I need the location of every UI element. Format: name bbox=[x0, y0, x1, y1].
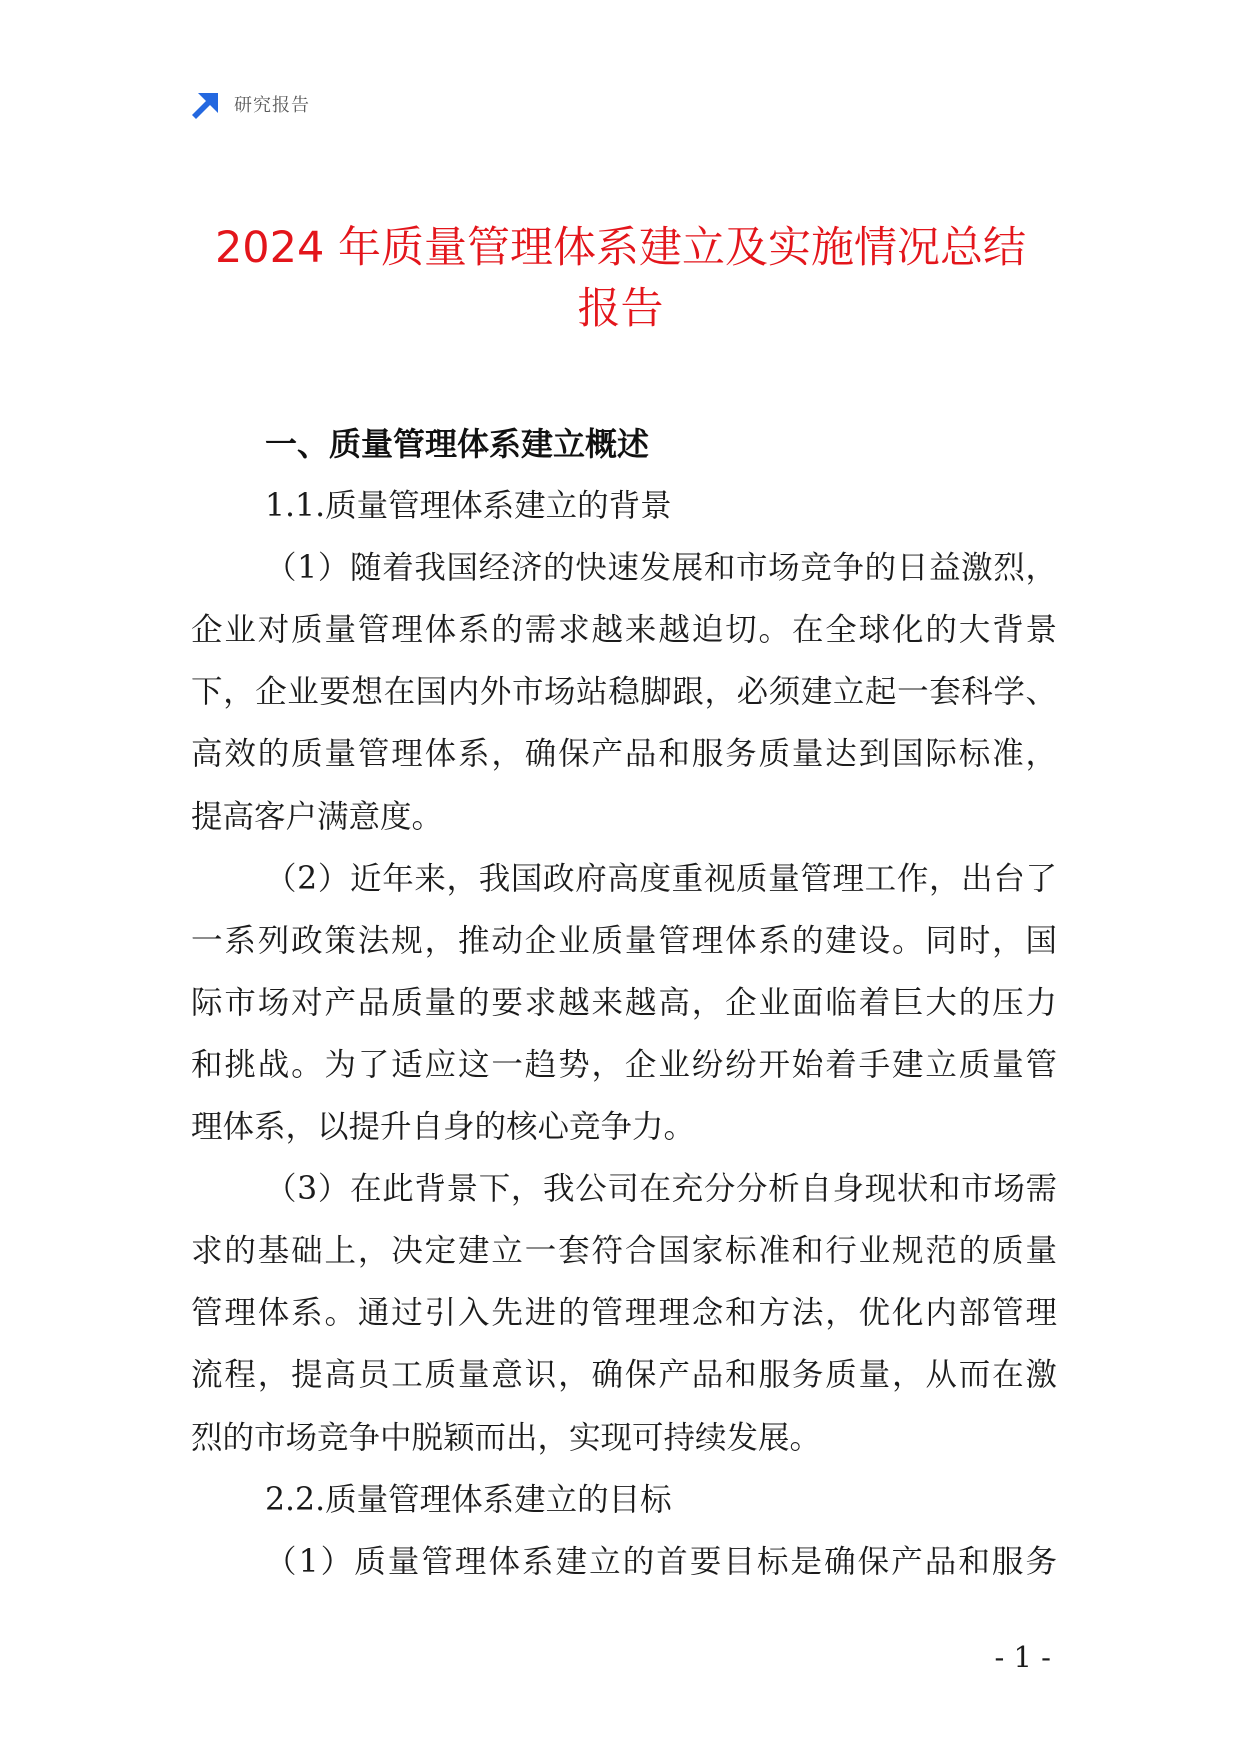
paragraph bbox=[191, 1158, 1057, 1468]
paragraph-line: 提高客户满意度。 bbox=[191, 798, 444, 835]
paragraph-line: 一系列政策法规，推动企业质量管理体系的建设。同时，国 bbox=[191, 922, 1057, 959]
subsection-heading: 2.2.质量管理体系建立的目标 bbox=[265, 1481, 672, 1518]
paragraph-line: 理体系，以提升自身的核心竞争力。 bbox=[191, 1109, 696, 1146]
subsection-heading: 1.1.质量管理体系建立的背景 bbox=[265, 488, 672, 525]
paragraph-line: 求的基础上，决定建立一套符合国家标准和行业规范的质量 bbox=[191, 1233, 1057, 1270]
paragraph-line: 际市场对产品质量的要求越来越高，企业面临着巨大的压力 bbox=[191, 984, 1057, 1021]
paragraph bbox=[191, 848, 1057, 1158]
paragraph bbox=[191, 537, 1057, 847]
section-heading: 一、质量管理体系建立概述 bbox=[265, 425, 650, 463]
page-number: - 1 - bbox=[994, 1640, 1051, 1674]
paragraph bbox=[191, 1531, 1057, 1593]
header-label: 研究报告 bbox=[234, 95, 310, 116]
paragraph-line: 和挑战。为了适应这一趋势，企业纷纷开始着手建立质量管 bbox=[191, 1046, 1057, 1083]
paragraph-line: （3）在此背景下，我公司在充分分析自身现状和市场需 bbox=[265, 1171, 1057, 1208]
document-body bbox=[191, 413, 1057, 1593]
title-line: 报告 bbox=[577, 284, 664, 334]
paragraph-line: （2）近年来，我国政府高度重视质量管理工作，出台了 bbox=[265, 860, 1057, 897]
paragraph-line: （1）质量管理体系建立的首要目标是确保产品和服务 bbox=[265, 1543, 1057, 1580]
paragraph-line: 高效的质量管理体系，确保产品和服务质量达到国际标准， bbox=[191, 736, 1057, 773]
document-title bbox=[0, 218, 1241, 340]
title-line: 2024 年质量管理体系建立及实施情况总结 bbox=[214, 223, 1027, 273]
paragraph-line: 企业对质量管理体系的需求越来越迫切。在全球化的大背景 bbox=[191, 612, 1057, 649]
report-header bbox=[189, 90, 310, 122]
paragraph-line: （1）随着我国经济的快速发展和市场竞争的日益激烈， bbox=[265, 550, 1057, 587]
paragraph-line: 流程，提高员工质量意识，确保产品和服务质量，从而在激 bbox=[191, 1357, 1057, 1394]
paragraph-line: 烈的市场竞争中脱颖而出，实现可持续发展。 bbox=[191, 1419, 822, 1456]
paragraph-line: 管理体系。通过引入先进的管理理念和方法，优化内部管理 bbox=[191, 1295, 1057, 1332]
paragraph-line: 下，企业要想在国内外市场站稳脚跟，必须建立起一套科学、 bbox=[191, 674, 1057, 711]
arrow-up-right-icon bbox=[189, 90, 221, 122]
